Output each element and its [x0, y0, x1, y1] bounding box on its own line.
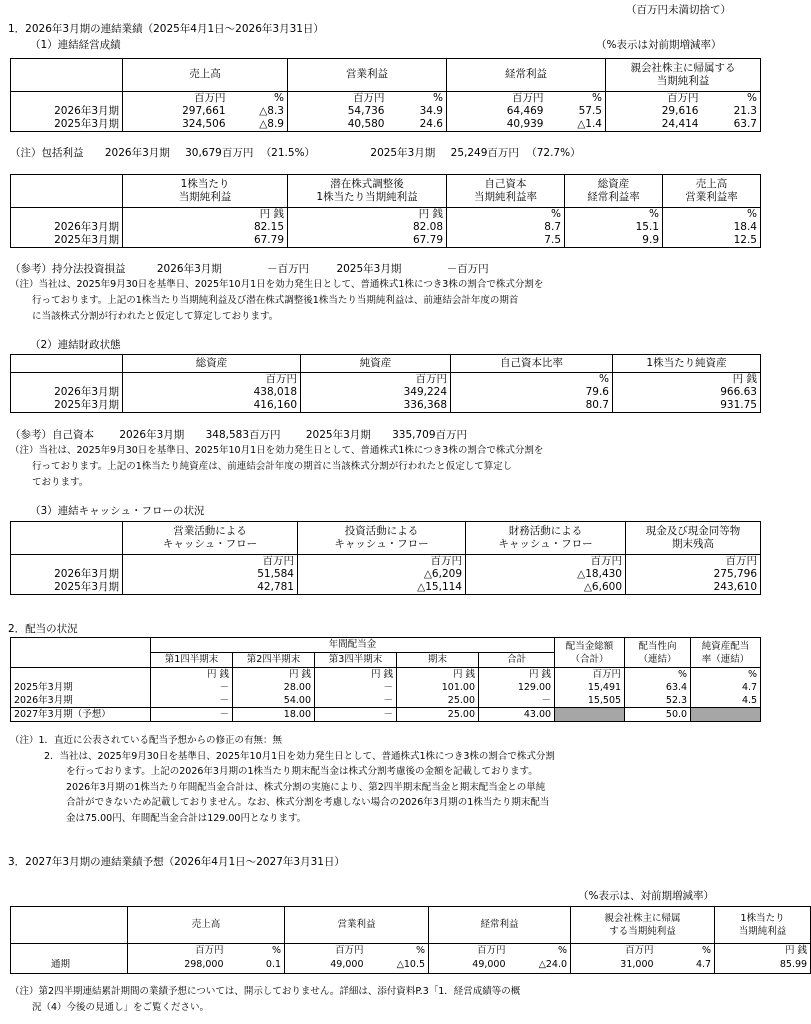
unit-cell: 百万円 — [353, 92, 385, 104]
stock-split-note-2: （注）当社は、2025年9月30日を基準日、2025年10月1日を効力発生日として、普通株式1株につき3株の割合で株式分割を 行っております。上記の1株当たり純資産は、前連結会計年度の期首に当該株式分割が行われたと仮定して算定し ております。 — [10, 445, 544, 488]
dividends-title: 2．配当の状況 — [8, 623, 78, 635]
section-1-title: 1．2026年3月期の連結業績（2025年4月1日～2026年3月31日） — [8, 23, 324, 35]
table-row: 2025年3月期 324,506 △8.9 40,580 24.6 40,939 △1.4 24,414 63.7 — [11, 118, 761, 132]
cash-flow-table: 営業活動による キャッシュ・フロー 投資活動による キャッシュ・フロー 財務活動による キャッシュ・フロー 現金及び現金同等物 期末残高 百万円 百万円 百万円 百万円 2026年3月期 51,584 △6,209 △18,430 275,796 2025年3月期 42,781 △15,114 △6,600 243,610 — [10, 521, 761, 595]
unit-cell: % — [388, 92, 447, 106]
header-total-assets: 総資産 — [123, 355, 301, 373]
table-row: 通期 298,000 0.1 49,000 △10.5 49,000 △24.0 31,000 4.7 85.99 — [11, 957, 811, 973]
equity-method-note: （参考）持分法投資損益 2026年3月期 －百万円 2025年3月期 －百万円 — [10, 263, 489, 275]
financial-position-table: 総資産 純資産 自己資本比率 1株当たり純資産 百万円 百万円 % 円 銭 2026年3月期 438,018 349,224 79.6 966.63 2025年3月期 416,160 336,368 80.7 931.75 — [10, 354, 761, 413]
section-1-1-title: （1）連結経営成績 — [30, 39, 121, 51]
table-row: 2026年3月期 51,584 △6,209 △18,430 275,796 — [11, 568, 761, 581]
section-1-3-title: （3）連結キャッシュ・フローの状況 — [30, 505, 205, 517]
table-row: 2025年3月期 － 28.00 － 101.00 129.00 15,491 63.4 4.7 — [11, 681, 761, 694]
pct-note: （%表示は対前期増減率） — [596, 39, 722, 51]
unit-note: （百万円未満切捨て） — [626, 4, 731, 16]
table-row: 2027年3月期（予想） － 18.00 － 25.00 43.00 50.0 — [11, 708, 761, 722]
table-row: 2025年3月期 42,781 △15,114 △6,600 243,610 — [11, 581, 761, 595]
table-row: 2025年3月期 416,160 336,368 80.7 931.75 — [11, 399, 761, 413]
header-bps: 1株当たり純資産 — [613, 355, 761, 373]
table-row: 2026年3月期 － 54.00 － 25.00 － 15,505 52.3 4.5 — [11, 694, 761, 708]
forecast-note: （注）第2四半期連結累計期間の業績予想については、開示しておりません。詳細は、添付資料P.3「1．経営成績等の概 況（4）今後の見通し」をご覧ください。 — [10, 986, 521, 1013]
operating-results-table — [10, 58, 761, 132]
forecast-title: 3．2027年3月期の連結業績予想（2026年4月1日～2027年3月31日） — [8, 856, 345, 868]
annual-dividend-header: 年間配当金 — [151, 638, 555, 653]
table-row: 2026年3月期 297,661 △8.3 54,736 34.9 64,469 57.5 29,616 21.3 — [11, 105, 761, 118]
section-1-2-title: （2）連結財政状態 — [30, 339, 121, 351]
unit-cell: % — [747, 92, 757, 104]
forecast-pct-note: （%表示は、対前期増減率） — [578, 890, 714, 902]
equity-ref-note: （参考）自己資本 2026年3月期 348,583百万円 2025年3月期 335,709百万円 — [10, 429, 468, 441]
unit-cell: % — [229, 92, 288, 106]
unit-cell: 百万円 — [512, 92, 544, 104]
header-net-assets: 純資産 — [301, 355, 451, 373]
header-ordinary-income: 経常利益 — [447, 59, 606, 92]
table-row: 2025年3月期 67.79 67.79 7.5 9.9 12.5 — [11, 234, 761, 248]
header-operating-income: 営業利益 — [288, 59, 447, 92]
header-equity-ratio: 自己資本比率 — [451, 355, 613, 373]
table-row: 2026年3月期 438,018 349,224 79.6 966.63 — [11, 386, 761, 399]
dividends-table: 年間配当金 配当金総額 （合計） 配当性向 （連結） 純資産配当 率（連結） 第1四半期末 第2四半期末 第3四半期末 期末 合計 円 銭 円 銭 円 銭 円 銭 円 銭 百万円 % % 2025年3月期 － 28.00 － 101.00 129.00 15,491 63.4 4.7 2026年3月期 － 54.00 － 25.00 － 15,505 52.3 4.5 2027年3月期（予想） － 18.00 － 25.00 43.00 50.0 — [10, 637, 761, 722]
per-share-table: 1株当たり 当期純利益 潜在株式調整後 1株当たり当期純利益 自己資本 当期純利益率 総資産 経常利益率 売上高 営業利益率 円 銭 円 銭 % % % 2026年3月期 82.15 82.08 8.7 15.1 18.4 2025年3月期 67.79 67.79 7.5 9.9 12.5 — [10, 174, 761, 248]
comprehensive-income-note: （注）包括利益 2026年3月期 30,679百万円 （21.5%） 2025年3月期 25,249百万円 （72.7%） — [10, 147, 581, 159]
forecast-table: 売上高 営業利益 経常利益 親会社株主に帰属 する当期純利益 1株当たり 当期純利益 百万円 % 百万円 % 百万円 % 百万円 % 円 銭 通期 298,000 0.1 49,000 △10.5 49,000 △24.0 31,000 4.7 85.99 — [10, 906, 811, 974]
unit-cell: 百万円 — [194, 92, 226, 104]
unit-cell: % — [547, 92, 606, 106]
table-row: 2026年3月期 82.15 82.08 8.7 15.1 18.4 — [11, 221, 761, 234]
header-net-income-parent: 親会社株主に帰属する 当期純利益 — [606, 59, 761, 92]
header-sales: 売上高 — [123, 59, 288, 92]
stock-split-note-1: （注）当社は、2025年9月30日を基準日、2025年10月1日を効力発生日として、普通株式1株につき3株の割合で株式分割を 行っております。上記の1株当たり当期純利益及び潜在株式調整後1株当たり当期純利益は、前連結会計年度の期首 に当該株式分割が行われたと仮定して算定しております。 — [10, 279, 544, 322]
dividend-notes: （注）1．直近に公表されている配当予想からの修正の有無：無 2．当社は、2025年9月30日を基準日、2025年10月1日を効力発生日として、普通株式1株につき3株の割合で株式分割 を行っております。上記の2026年3月期の1株当たり期末配当金は株式分割考慮後の金額を記載しております。 2026年3月期の1株当たり年間配当金合計は、株式分割の実施により、第2四半期末配当金と期末配当金との単純 合計ができないため記載しておりません。なお、株式分割を考慮しない場合の2026年3月期の1株当たり期末配当 金は75.00円、年間配当金合計は129.00円となります。 — [10, 735, 555, 824]
unit-cell: 百万円 — [667, 92, 699, 104]
